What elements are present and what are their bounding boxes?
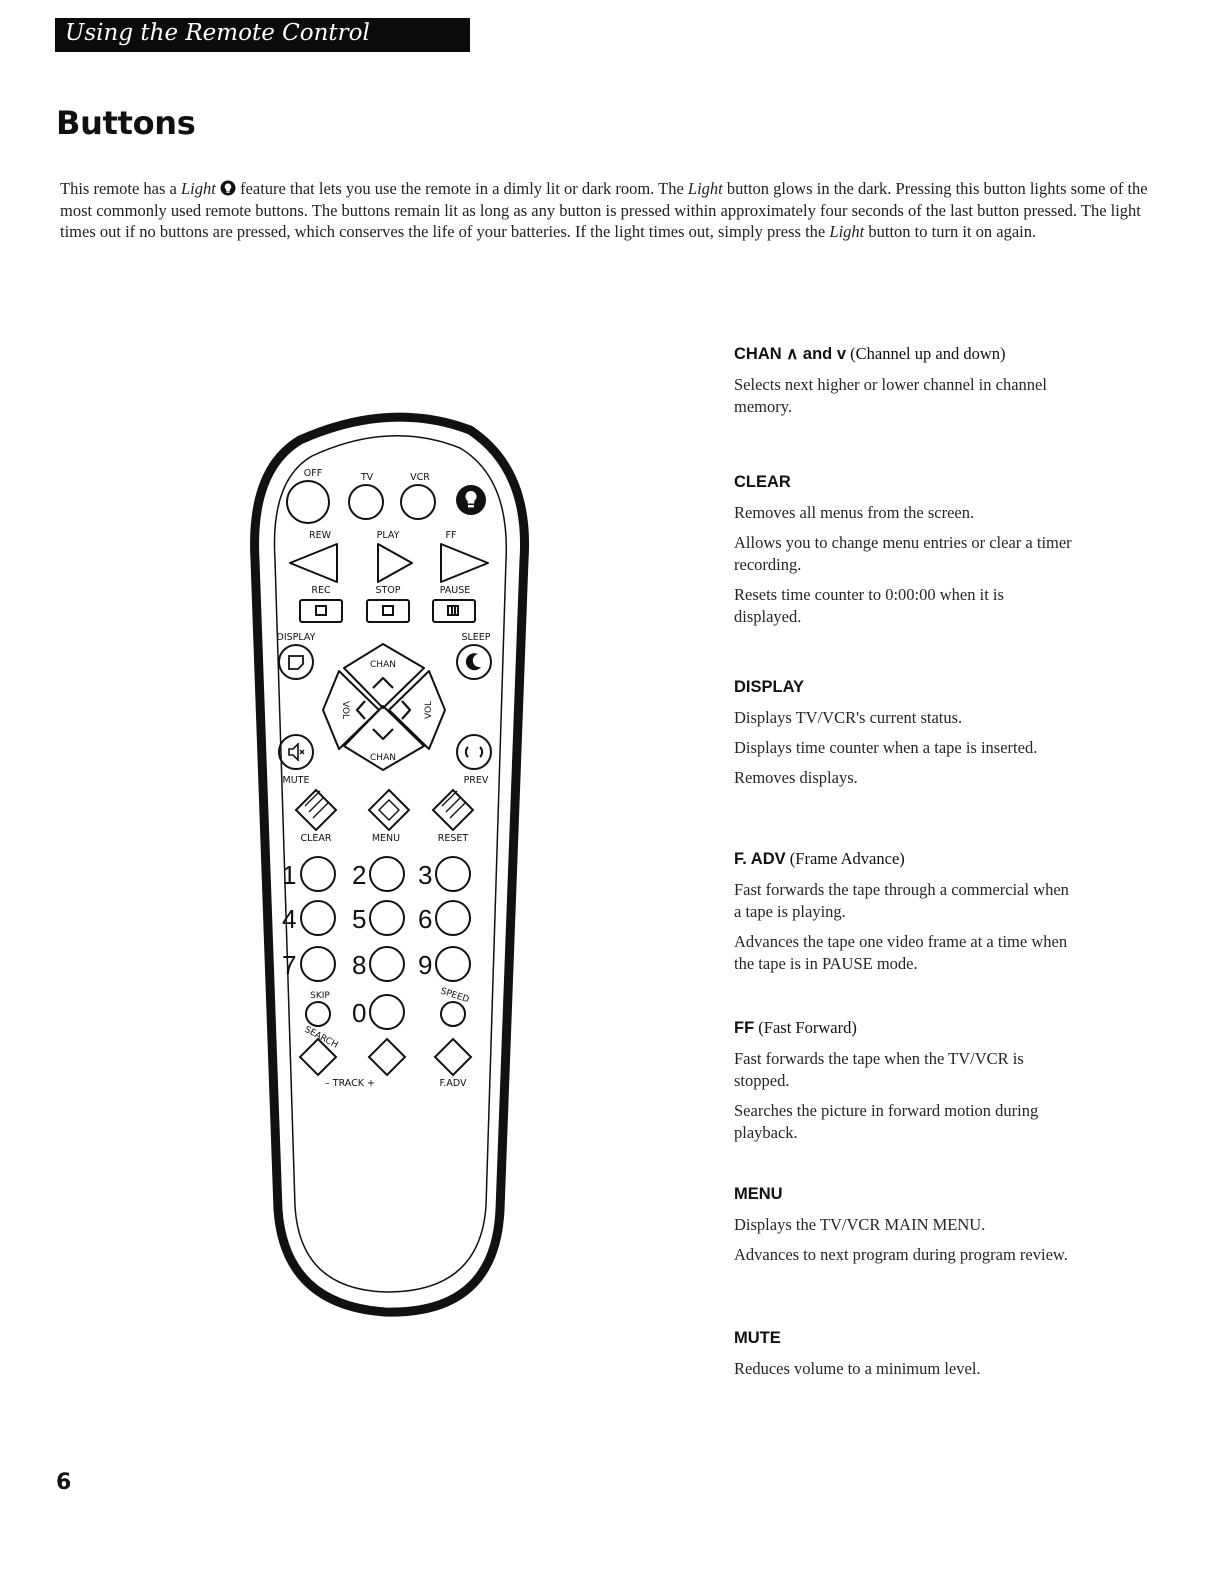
section-ff-heading: FF (Fast Forward) [734, 1018, 857, 1037]
chevron-up-icon [373, 678, 393, 688]
digit-4-label: 4 [282, 904, 297, 934]
digit-6-button[interactable] [436, 901, 470, 935]
section-banner [55, 18, 470, 52]
page-title: Buttons [56, 104, 196, 142]
digit-1-label: 1 [282, 860, 297, 890]
play-button[interactable] [378, 544, 412, 582]
pause-button[interactable] [433, 600, 475, 622]
light-button[interactable] [456, 485, 486, 515]
track-plus-button[interactable] [369, 1039, 405, 1075]
frame-advance-button[interactable] [435, 1039, 471, 1075]
section-chan [734, 343, 1074, 471]
label-sleep: SLEEP [461, 632, 491, 643]
label-play: PLAY [376, 530, 400, 541]
section-chan-text-1: Selects next higher or lower channel in channel memory. [734, 375, 1047, 416]
section-menu-heading: MENU [734, 1185, 783, 1203]
section-fadv-text-2: Advances the tape one video frame at a time when the tape is in PAUSE mode. [734, 932, 1068, 973]
sleep-button[interactable] [457, 645, 491, 679]
section-display [734, 676, 1074, 848]
digit-2-label: 2 [352, 860, 367, 890]
section-fadv [734, 848, 1074, 1017]
section-display-heading: DISPLAY [734, 678, 804, 696]
section-clear-text-2: Allows you to change menu entries or clear a timer recording. [734, 533, 1072, 574]
stop-button[interactable] [367, 600, 409, 622]
volume-up-button[interactable] [389, 671, 445, 749]
digit-2-button[interactable] [370, 857, 404, 891]
label-chan-down: CHAN [370, 753, 396, 763]
section-banner-title: Using the Remote Control [65, 20, 370, 46]
volume-down-button[interactable] [323, 671, 379, 749]
light-bulb-icon [220, 180, 236, 196]
section-chan-heading: CHAN ∧ and v (Channel up and down) [734, 344, 1006, 363]
label-rec: REC [311, 585, 331, 596]
digit-7-button[interactable] [301, 947, 335, 981]
skip-search-button[interactable] [306, 1002, 330, 1026]
intro-paragraph: This remote has a Light feature that lets you use the remote in a dimly lit or dark room. The Light button glows in the dark. Pressing this button lights some of the most commonly used remote buttons. The buttons remain lit as long as any button is pressed within approximately four seconds of the last button pressed. The light times out if no buttons are pressed, which conserves the life of your batteries. If the light times out, simply press the Light button to turn it on again. [60, 179, 1148, 241]
label-off: OFF [303, 468, 323, 479]
digit-8-label: 8 [352, 950, 367, 980]
digit-1-button[interactable] [301, 857, 335, 891]
label-menu: MENU [371, 833, 401, 844]
mute-button[interactable] [279, 735, 313, 769]
label-chan-up: CHAN [370, 660, 396, 670]
section-ff-text-1: Fast forwards the tape when the TV/VCR is stopped. [734, 1049, 1024, 1090]
label-search: SEARCH [302, 1024, 340, 1051]
label-prev: PREV [463, 775, 489, 786]
section-fadv-text-1: Fast forwards the tape through a commercial when a tape is playing. [734, 880, 1069, 921]
label-rew: REW [309, 530, 331, 541]
label-fadv: F.ADV [439, 1078, 467, 1089]
label-speed: SPEED [439, 986, 471, 1006]
digit-3-label: 3 [418, 860, 433, 890]
section-ff-text-2: Searches the picture in forward motion during playback. [734, 1101, 1039, 1142]
menu-button[interactable] [369, 790, 409, 830]
label-vcr: VCR [410, 472, 430, 483]
section-display-text-2: Displays time counter when a tape is inserted. [734, 738, 1038, 757]
section-clear-heading: CLEAR [734, 473, 791, 491]
section-clear [734, 471, 1074, 676]
section-mute [734, 1327, 1074, 1380]
section-mute-heading: MUTE [734, 1329, 781, 1347]
label-vol-left: VOL [340, 700, 350, 720]
label-clear: CLEAR [300, 833, 332, 844]
label-tv: TV [360, 472, 374, 483]
digit-3-button[interactable] [436, 857, 470, 891]
section-mute-text-1: Reduces volume to a minimum level. [734, 1359, 981, 1378]
digit-8-button[interactable] [370, 947, 404, 981]
chevron-left-icon [357, 701, 365, 719]
speed-button[interactable] [441, 1002, 465, 1026]
label-track: – TRACK + [325, 1078, 375, 1089]
button-descriptions [734, 343, 1074, 1388]
remote-control-illustration [240, 410, 540, 1320]
digit-5-button[interactable] [370, 901, 404, 935]
label-vol-right: VOL [424, 700, 434, 720]
label-stop: STOP [375, 585, 401, 596]
label-mute: MUTE [282, 775, 310, 786]
section-menu-text-2: Advances to next program during program review. [734, 1245, 1068, 1264]
digit-7-label: 7 [282, 950, 297, 980]
section-ff [734, 1017, 1074, 1183]
label-skip: SKIP [310, 991, 330, 1001]
digit-6-label: 6 [418, 904, 433, 934]
chevron-right-icon [402, 701, 410, 719]
digit-0-button[interactable] [370, 995, 404, 1029]
clear-button[interactable] [296, 790, 336, 830]
power-off-button[interactable] [287, 481, 329, 523]
section-clear-text-1: Removes all menus from the screen. [734, 503, 975, 522]
digit-9-button[interactable] [436, 947, 470, 981]
digit-0-label: 0 [352, 998, 367, 1028]
label-display: DISPLAY [276, 632, 316, 643]
section-clear-text-3: Resets time counter to 0:00:00 when it is displayed. [734, 585, 1004, 626]
digit-9-label: 9 [418, 950, 433, 980]
fast-forward-button[interactable] [441, 544, 488, 582]
tv-button[interactable] [349, 485, 383, 519]
section-menu [734, 1183, 1074, 1327]
label-pause: PAUSE [439, 585, 471, 596]
section-menu-text-1: Displays the TV/VCR MAIN MENU. [734, 1215, 986, 1234]
record-button[interactable] [300, 600, 342, 622]
page-number: 6 [56, 1470, 72, 1495]
rewind-button[interactable] [290, 544, 337, 582]
channel-up-button[interactable] [344, 644, 424, 708]
chevron-down-icon [373, 729, 393, 739]
section-display-text-3: Removes displays. [734, 768, 858, 787]
reset-button[interactable] [433, 790, 473, 830]
display-button[interactable] [279, 645, 313, 679]
digit-4-button[interactable] [301, 901, 335, 935]
prev-channel-button[interactable] [457, 735, 491, 769]
section-fadv-heading: F. ADV (Frame Advance) [734, 849, 905, 868]
label-ff: FF [445, 530, 457, 541]
vcr-button[interactable] [401, 485, 435, 519]
label-reset: RESET [437, 833, 469, 844]
digit-5-label: 5 [352, 904, 367, 934]
section-display-text-1: Displays TV/VCR's current status. [734, 708, 963, 727]
